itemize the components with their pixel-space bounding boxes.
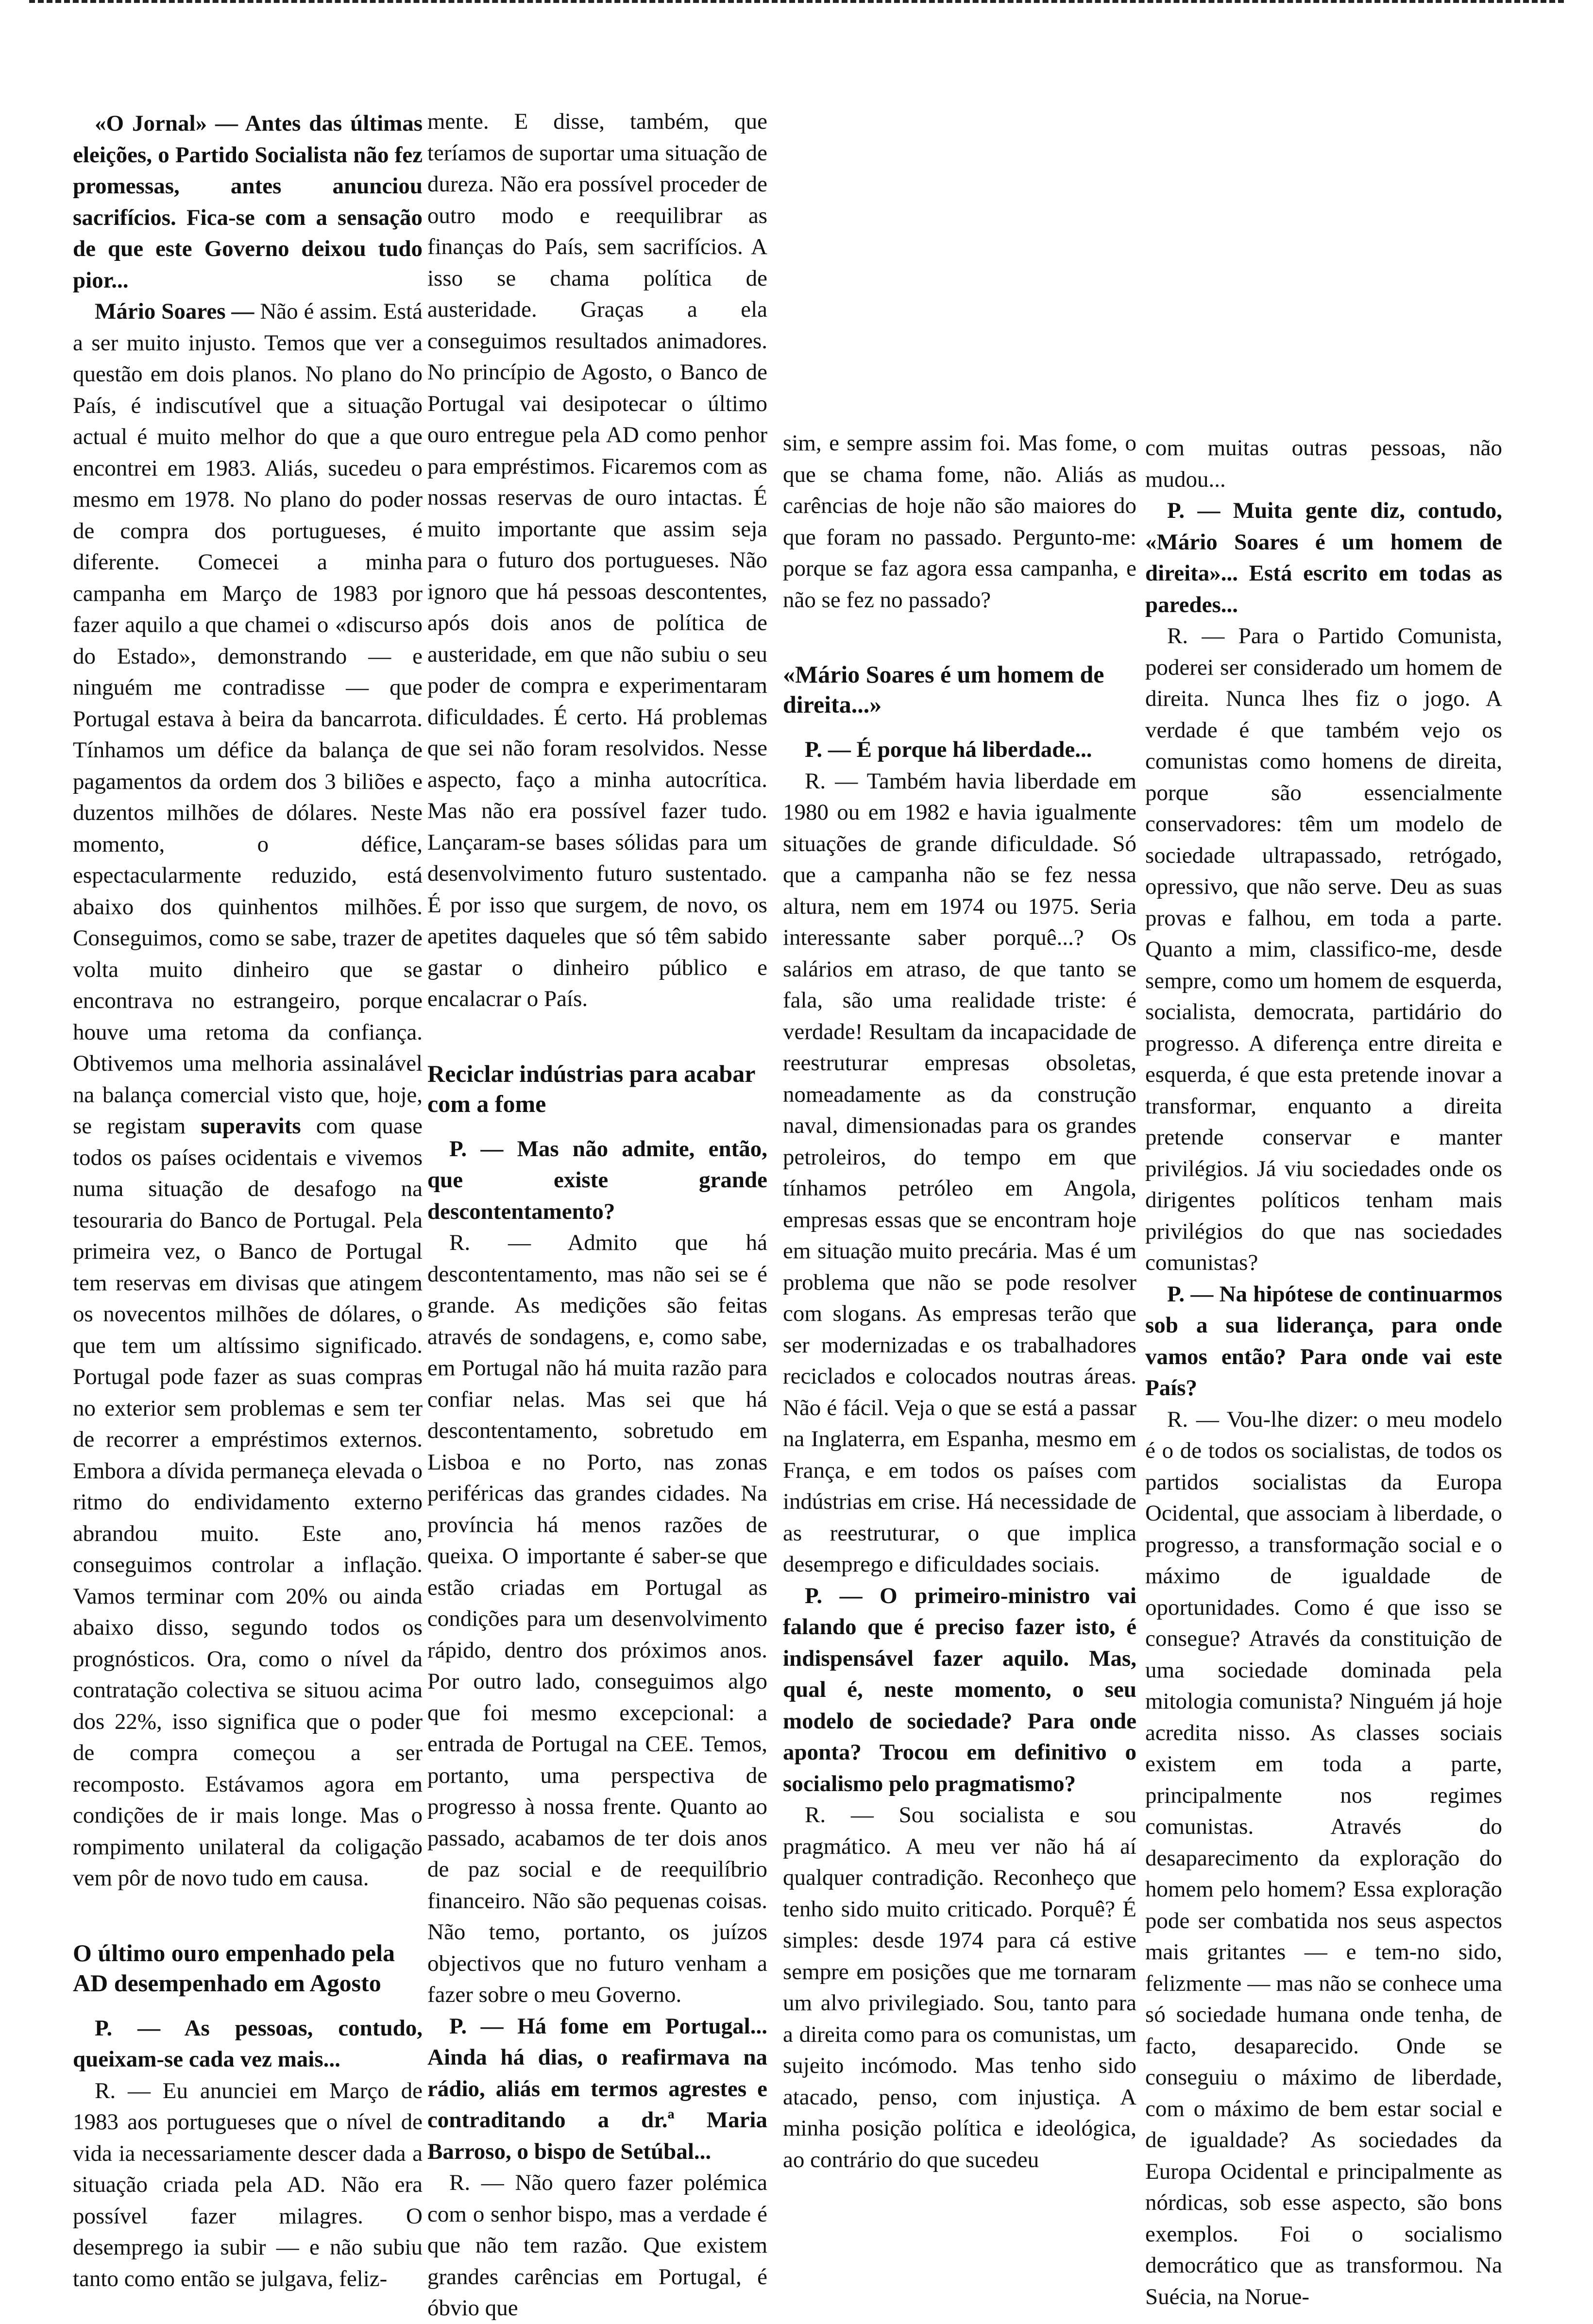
bold-text: P. — O primeiro-ministro vai falando que é preciso fazer isto, é indispensável fazer aquilo. Mas, qual é, neste momento, o seu modelo de sociedade? Para onde aponta? Trocou em definitivo o socialismo pelo pragmatismo? — [783, 1583, 1136, 1796]
body-text: Não é assim. Está a ser muito injusto. Temos que ver a questão em dois planos. No plano do País, é indiscutível que a situação actual é muito melhor do que a que encontrei em 1983. Aliás, sucedeu o mesmo em 1978. No plano do poder de compra dos portugueses, é diferente. Comecei a minha campanha em Março de 1983 por fazer aquilo a que chamei o «discurso do Estado», demonstrando — e ninguém me contradisse — que Portugal estava à beira da bancarrota. Tínhamos um défice da balança de pagamentos da ordem dos 3 biliões e duzentos milhões de dólares. Neste momento, o défice, espectacularmente reduzido, está abaixo dos quinhentos milhões. Conseguimos, como se sabe, trazer de volta muito dinheiro que se encontrava no estrangeiro, porque houve uma retoma da confiança. Obtivemos uma melhoria assinalável na balança comercial visto que, hoje, se registam — [73, 299, 423, 1139]
bold-text: P. — É porque há liberdade... — [805, 737, 1092, 762]
interview-question — [427, 1133, 767, 1228]
bold-text: «O Jornal» — Antes das últimas eleições, o Partido Socialista não fez promessas, antes anunciou sacrifícios. Fica-se com a sensação de que este Governo deixou tudo pior... — [73, 111, 423, 293]
interview-answer — [427, 1227, 767, 2011]
article-column-2 — [427, 106, 767, 2324]
interview-question — [73, 2013, 423, 2075]
bold-text: P. — Há fome em Portugal... Ainda há dias, o reafirmava na rádio, aliás em termos agrestes e contraditando a dr.ª Maria Barroso, o bispo de Setúbal... — [427, 2013, 767, 2164]
interview-answer — [1145, 1404, 1502, 2313]
bold-text: Mário Soares — — [95, 299, 254, 324]
bold-text: superavits — [201, 1113, 301, 1139]
body-text: R. — Eu anunciei em Março de 1983 aos portugueses que o nível de vida ia necessariamente descer dada a situação criada pela AD. Não era possível fazer milagres. O desemprego ia subir — e não subiu tanto como então se julgava, feliz- — [73, 2078, 423, 2291]
bold-text: P. — Na hipótese de continuarmos sob a sua liderança, para onde vamos então? Para onde vai este País? — [1145, 1281, 1502, 1401]
interview-question — [1145, 495, 1502, 620]
section-heading — [427, 1059, 767, 1119]
body-text: R. — Também havia liberdade em 1980 ou em 1982 e havia igualmente situações de grande dificuldade. Só que a campanha não se fez nessa altura, nem em 1974 ou 1975. Seria interessante saber porquê...? Os salários em atraso, de que tanto se fala, são uma realidade triste: é verdade! Resultam da incapacidade de reestruturar empresas obsoletas, nomeadamente as da construção naval, dimensionadas para os grandes petroleiros, do tempo em que tínhamos petróleo em Angola, empresas essas que se encontram hoje em situação muito precária. Mas é um problema que não se pode resolver com slogans. As empresas terão que ser modernizadas e os trabalhadores reciclados e colocados noutras áreas. Não é fácil. Veja o que se está a passar na Inglaterra, em Espanha, mesmo em França, e em todos os países com indústrias em crise. Há necessidade de as reestruturar, o que implica desemprego e dificuldades sociais. — [783, 768, 1136, 1577]
body-text: com muitas outras pessoas, não mudou... — [1145, 435, 1502, 492]
interview-question — [1145, 1279, 1502, 1404]
interview-question — [427, 2011, 767, 2168]
interview-answer — [427, 2167, 767, 2324]
bold-text: P. — Mas não admite, então, que existe grande descontentamento? — [427, 1136, 767, 1224]
interview-question — [783, 734, 1136, 766]
article-column-1 — [73, 108, 423, 2294]
body-text: R. — Admito que há descontentamento, mas não sei se é grande. As medições são feitas através de sondagens, e, como sabe, em Portugal não há muita razão para confiar nelas. Mas sei que há descontentamento, sobretudo em Lisboa e no Porto, nas zonas periféricas das grandes cidades. Na província há menos razões de queixa. O importante é saber-se que estão criadas em Portugal as condições para um desenvolvimento rápido, dentro dos próximos anos. Por outro lado, conseguimos algo que foi mesmo excepcional: a entrada de Portugal na CEE. Temos, portanto, uma perspectiva de progresso à nossa frente. Quanto ao passado, acabamos de ter dois anos de paz social e de reequilíbrio financeiro. Não são pequenas coisas. Não temo, portanto, os juízos objectivos que no futuro venham a fazer sobre o meu Governo. — [427, 1230, 767, 2007]
body-text: R. — Não quero fazer polémica com o senhor bispo, mas a verdade é que não tem razão. Que existem grandes carências em Portugal, é óbvio que — [427, 2170, 767, 2321]
interview-answer — [427, 106, 767, 1015]
interview-answer — [783, 766, 1136, 1580]
bold-text: O último ouro empenhado pela AD desempenhado em Agosto — [73, 1939, 395, 1997]
body-text: mente. E disse, também, que teríamos de suportar uma situação de dureza. Não era possível proceder de outro modo e reequilibrar as finanças do País, sem sacrifícios. A isso se chama política de austeridade. Graças a ela conseguimos resultados animadores. No princípio de Agosto, o Banco de Portugal vai desipotecar o último ouro entregue pela AD como penhor para empréstimos. Ficaremos com as nossas reservas de ouro intactas. É muito importante que assim seja para o futuro dos portugueses. Não ignoro que há pessoas descontentes, após dois anos de política de austeridade, em que não subiu o seu poder de compra e experimentaram dificuldades. É certo. Há problemas que sei não foram resolvidos. Nesse aspecto, faço a minha autocrítica. Mas não era possível fazer tudo. Lançaram-se bases sólidas para um desenvolvimento futuro sustentado. É por isso que surgem, de novo, os apetites daqueles que só têm sabido gastar o dinheiro público e encalacrar o País. — [427, 109, 767, 1011]
interview-answer — [73, 296, 423, 1894]
bold-text: «Mário Soares é um homem de direita...» — [783, 661, 1104, 718]
body-text: R. — Vou-lhe dizer: o meu modelo é o de todos os socialistas, de todos os partidos socialistas da Europa Ocidental, que associam à liberdade, o progresso, a transformação social e o máximo de igualdade de oportunidades. Como é que isso se consegue? Através da constituição de uma sociedade dominada pela mitologia comunista? Ninguém já hoje acredita nisso. As classes sociais existem em toda a parte, principalmente nos regimes comunistas. Através do desaparecimento da exploração do homem pelo homem? Essa exploração pode ser combatida nos seus aspectos mais gritantes — e tem-no sido, felizmente — mas não se conhece uma só sociedade humana onde tenha, de facto, desaparecido. Onde se conseguiu o máximo de liberdade, com o máximo de bem estar social e de igualdade? As sociedades da Europa Ocidental e principalmente as nórdicas, sob esse aspecto, são bons exemplos. Foi o socialismo democrático que as transformou. Na Suécia, na Norue- — [1145, 1406, 1502, 2309]
body-text: com quase todos os países ocidentais e vivemos numa situação de desafogo na tesouraria do Banco de Portugal. Pela primeira vez, o Banco de Portugal tem reservas em divisas que atingem os novecentos milhões de dólares, o que tem um altíssimo significado. Portugal pode fazer as suas compras no exterior sem problemas e sem ter de recorrer a empréstimos externos. Embora a dívida permaneça elevada o ritmo do endividamento externo abrandou muito. Este ano, conseguimos controlar a inflação. Vamos terminar com 20% ou ainda abaixo disso, segundo todos os prognósticos. Ora, como o nível da contratação colectiva se situou acima dos 22%, isso significa que o poder de compra começou a ser recomposto. Estávamos agora em condições de ir mais longe. Mas o rompimento unilateral da coligação vem pôr de novo tudo em causa. — [73, 1113, 423, 1891]
section-heading — [783, 659, 1136, 719]
interview-answer — [783, 427, 1136, 615]
body-text: sim, e sempre assim foi. Mas fome, o que se chama fome, não. Aliás as carências de hoje não são maiores do que foram no passado. Pergunto-me: porque se faz agora essa campanha, e não se fez no passado? — [783, 430, 1136, 613]
interview-question — [73, 108, 423, 296]
interview-question — [783, 1580, 1136, 1800]
interview-answer — [1145, 620, 1502, 1279]
bold-text: Reciclar indústrias para acabar com a fome — [427, 1059, 755, 1117]
interview-answer — [73, 2075, 423, 2295]
bold-text: P. — As pessoas, contudo, queixam-se cada vez mais... — [73, 2015, 423, 2072]
article-column-4 — [1145, 432, 1502, 2312]
body-text: R. — Para o Partido Comunista, poderei ser considerado um homem de direita. Nunca lhes fiz o jogo. A verdade é que também vejo os comunistas como homens de direita, porque são essencialmente conservadores: têm um modelo de sociedade ultrapassado, retrógado, opressivo, que não serve. Deu as suas provas e falhou, em toda a parte. Quanto a mim, classifico-me, desde sempre, como um homem de esquerda, socialista, democrata, partidário do progresso. A diferença entre direita e esquerda, é que esta pretende inovar a transformar, enquanto a direita pretende conservar e manter privilégios. Já viu sociedades onde os dirigentes políticos tenham mais privilégios do que nas sociedades comunistas? — [1145, 623, 1502, 1275]
body-text: R. — Sou socialista e sou pragmático. A meu ver não há aí qualquer contradição. Reconheço que tenho sido muito criticado. Porquê? É simples: desde 1974 para cá estive sempre em posições que me tornaram um alvo privilegiado. Sou, tanto para a direita como para os comunistas, um sujeito incómodo. Mas tenho sido atacado, penso, com injustiça. A minha posição política e ideológica, ao contrário do que sucedeu — [783, 1802, 1136, 2172]
section-heading — [73, 1938, 423, 1998]
top-rule — [29, 0, 1564, 8]
article-column-3 — [783, 427, 1136, 2175]
interview-answer — [783, 1799, 1136, 2175]
bold-text: P. — Muita gente diz, contudo, «Mário Soares é um homem de direita»... Está escrito em todas as paredes... — [1145, 498, 1502, 617]
interview-answer — [1145, 432, 1502, 495]
